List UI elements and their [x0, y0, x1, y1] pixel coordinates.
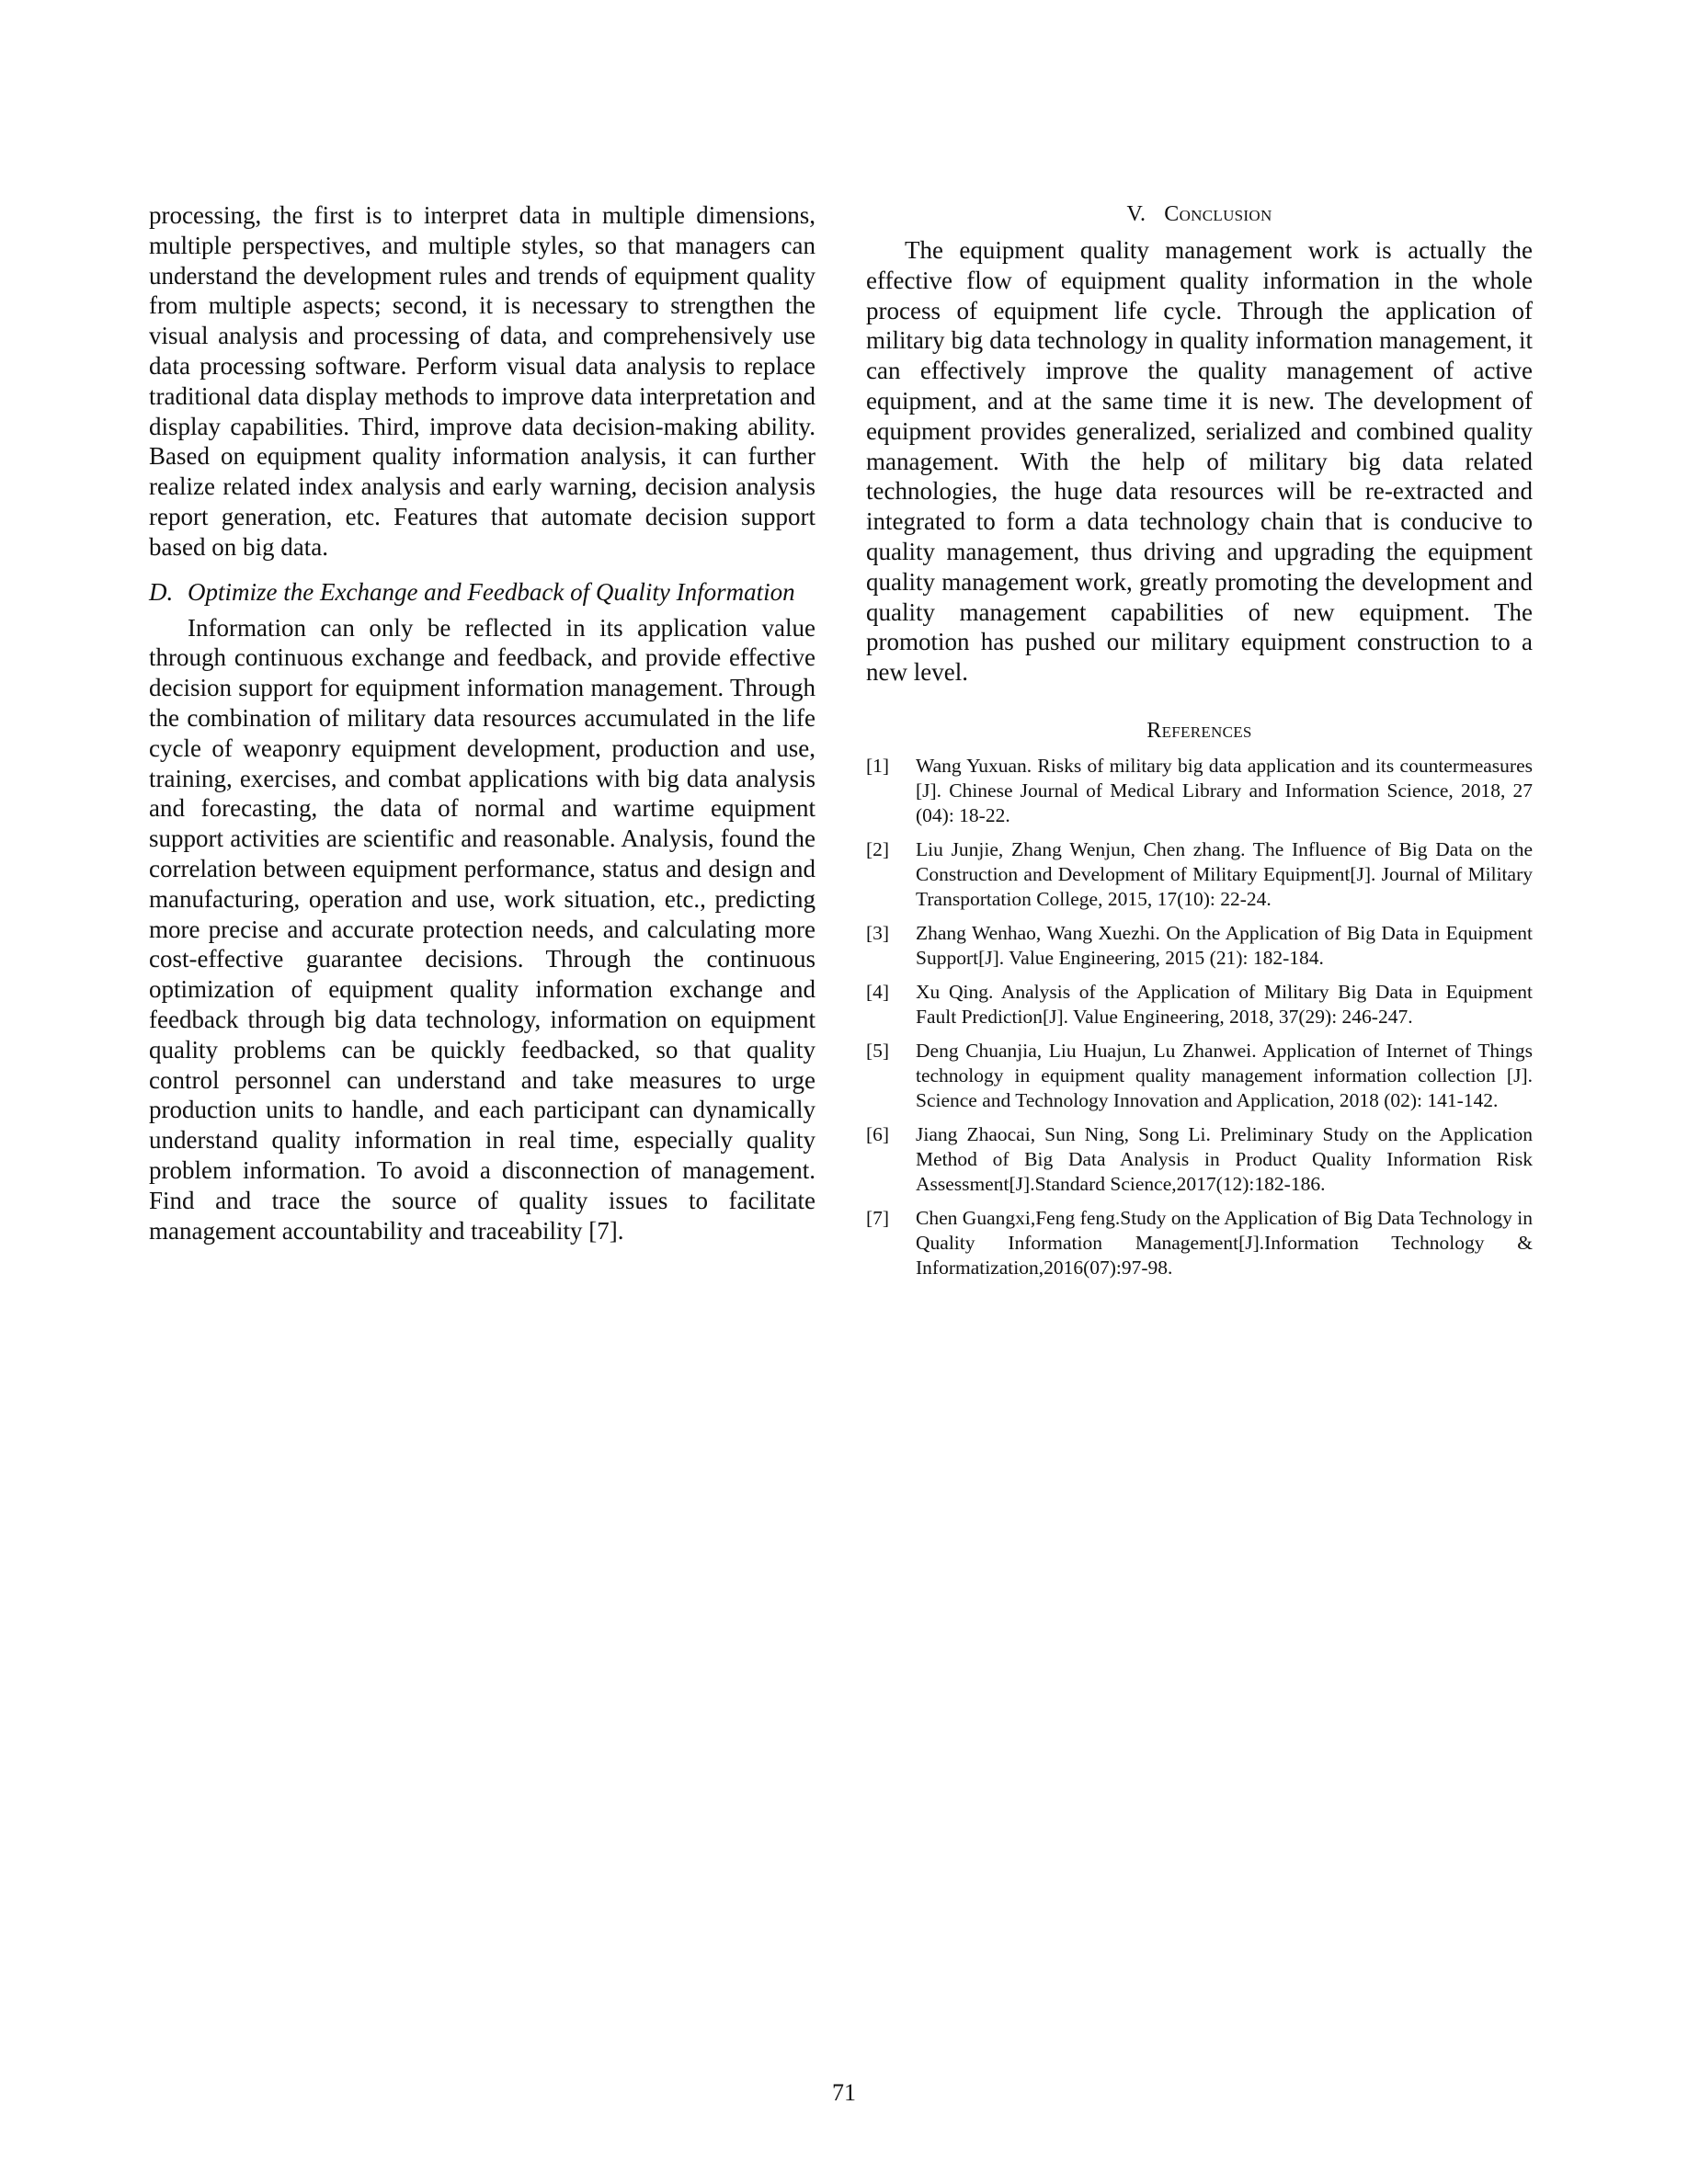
- reference-item: [866, 837, 1533, 912]
- reference-number: [4]: [866, 980, 890, 1003]
- left-column: [149, 200, 815, 1246]
- conclusion-paragraph: The equipment quality management work is actually the effective flow of equipment quality information in the whole process of equipment life cycle. Through the application of military big data technology in quality information management, it can effectively improve the quality management of active equipment, and at the same time it is new. The development of equipment provides generalized, serialized and combined quality management. With the help of military big data related technologies, the huge data resources will be re-extracted and integrated to form a data technology chain that is conducive to quality management, thus driving and upgrading the equipment quality management work, greatly promoting the development and quality management capabilities of new equipment. The promotion has pushed our military equipment construction to a new level.: [866, 236, 1533, 687]
- section-title: Conclusion: [1164, 202, 1272, 226]
- section-heading: [866, 200, 1533, 228]
- subsection-number: D.: [149, 577, 174, 606]
- reference-item: [866, 1206, 1533, 1280]
- reference-text: Xu Qing. Analysis of the Application of Military Big Data in Equipment Fault Prediction[J]. Value Engineering, 2018, 37(29): 246-247.: [916, 980, 1533, 1028]
- reference-item: [866, 921, 1533, 971]
- reference-text: Jiang Zhaocai, Sun Ning, Song Li. Preliminary Study on the Application Method of Big Data Analysis in Product Quality Information Risk Assessment[J].Standard Science,2017(12):182-186.: [916, 1122, 1533, 1195]
- continued-paragraph: processing, the first is to interpret data in multiple dimensions, multiple perspectives, and multiple styles, so that managers can understand the development rules and trends of equipment quality from multiple aspects; second, it is necessary to strengthen the visual analysis and processing of data, and comprehensively use data processing software. Perform visual data analysis to replace traditional data display methods to improve data interpretation and display capabilities. Third, improve data decision-making ability. Based on equipment quality information analysis, it can further realize related index analysis and early warning, decision analysis report generation, etc. Features that automate decision support based on big data.: [149, 201, 815, 561]
- reference-text: Deng Chuanjia, Liu Huajun, Lu Zhanwei. Application of Internet of Things technology in equipment quality management information collection [J]. Science and Technology Innovation and Application, 2018 (02): 141-142.: [916, 1039, 1533, 1111]
- reference-number: [2]: [866, 837, 890, 860]
- reference-text: Wang Yuxuan. Risks of military big data application and its countermeasures [J]. Chinese Journal of Medical Library and Information Science, 2018, 27 (04): 18-22.: [916, 754, 1533, 826]
- subsection-heading: [149, 576, 815, 608]
- subsection-title: Optimize the Exchange and Feedback of Quality Information: [188, 577, 795, 606]
- reference-text: Chen Guangxi,Feng feng.Study on the Application of Big Data Technology in Quality Information Management[J].Information Technology & Informatization,2016(07):97-98.: [916, 1206, 1533, 1279]
- reference-list: [866, 754, 1533, 1280]
- section-number: V.: [1126, 202, 1146, 226]
- reference-text: Liu Junjie, Zhang Wenjun, Chen zhang. The Influence of Big Data on the Construction and Development of Military Equipment[J]. Journal of Military Transportation College, 2015, 17(10): 22-24.: [916, 837, 1533, 910]
- reference-number: [6]: [866, 1122, 890, 1145]
- reference-text: Zhang Wenhao, Wang Xuezhi. On the Application of Big Data in Equipment Support[J]. Value Engineering, 2015 (21): 182-184.: [916, 921, 1533, 969]
- references-heading: References: [1146, 718, 1252, 743]
- right-column: [866, 200, 1533, 1290]
- reference-item: [866, 754, 1533, 828]
- reference-item: [866, 1122, 1533, 1197]
- reference-item: [866, 980, 1533, 1029]
- reference-number: [7]: [866, 1206, 890, 1229]
- reference-number: [1]: [866, 754, 890, 777]
- reference-number: [5]: [866, 1039, 890, 1062]
- reference-number: [3]: [866, 921, 890, 944]
- subsection-paragraph: Information can only be reflected in its application value through continuous exchange and feedback, and provide effective decision support for equipment information management. Through the combination of military data resources accumulated in the life cycle of weaponry equipment development, production and use, training, exercises, and combat applications with big data analysis and forecasting, the data of normal and wartime equipment support activities are scientific and reasonable. Analysis, found the correlation between equipment performance, status and design and manufacturing, operation and use, work situation, etc., predicting more precise and accurate protection needs, and calculating more cost-effective guarantee decisions. Through the continuous optimization of equipment quality information exchange and feedback through big data technology, information on equipment quality problems can be quickly feedbacked, so that quality control personnel can understand and take measures to urge production units to handle, and each participant can dynamically understand quality information in real time, especially quality problem information. To avoid a disconnection of management. Find and trace the source of quality issues to facilitate management accountability and traceability [7].: [149, 613, 815, 1245]
- reference-item: [866, 1039, 1533, 1113]
- page-number: 71: [832, 2079, 856, 2106]
